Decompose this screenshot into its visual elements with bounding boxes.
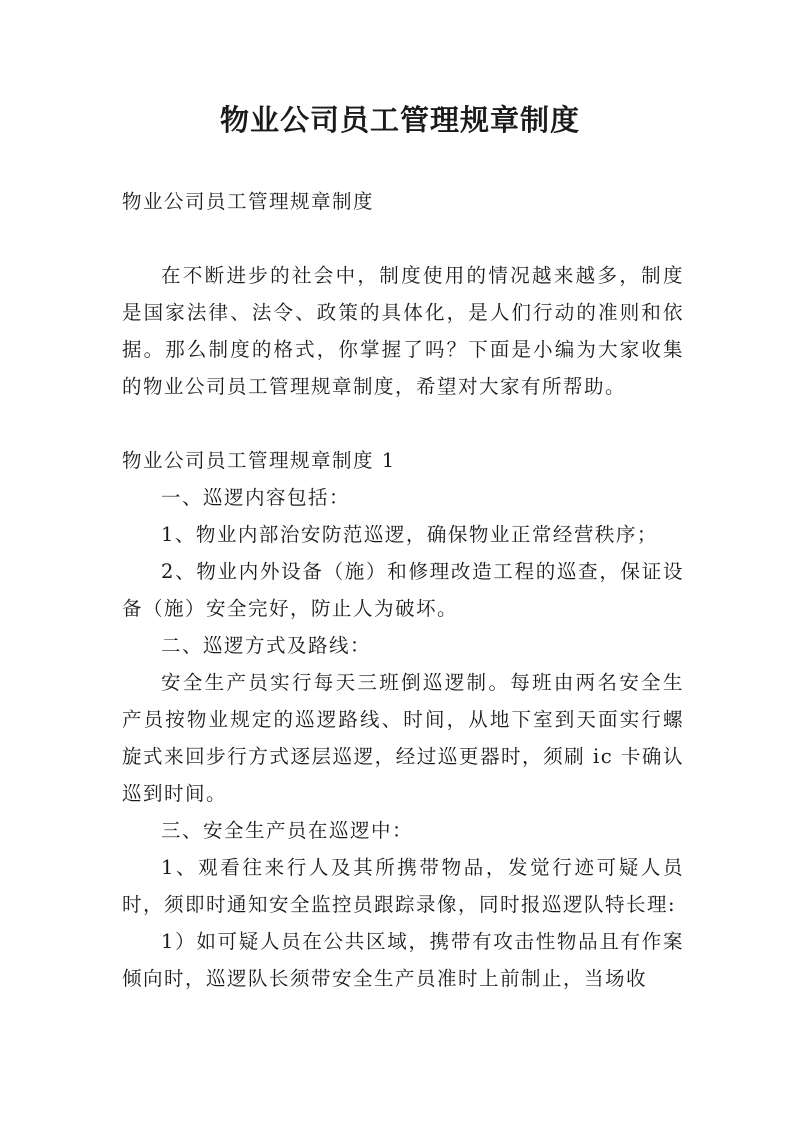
- body-paragraph: 1、观看往来行人及其所携带物品，发觉行迹可疑人员时，须即时通知安全监控员跟踪录像，同时报巡逻队特长理:: [122, 856, 684, 916]
- body-paragraph: 二、巡逻方式及路线：: [161, 634, 372, 657]
- document-title: 物业公司员工管理规章制度: [219, 103, 580, 137]
- body-paragraph: 三、安全生产员在巡逻中：: [161, 819, 414, 842]
- body-paragraph: 1）如可疑人员在公共区域，携带有攻击性物品且有作案倾向时，巡逻队长须带安全生产员准时上前制止，当场收: [122, 930, 684, 990]
- body-paragraph: 2、物业内外设备（施）和修理改造工程的巡查，保证设备（施）安全完好，防止人为破坏。: [122, 560, 684, 620]
- document-subtitle: 物业公司员工管理规章制度: [122, 190, 375, 213]
- body-paragraph: 1、物业内部治安防范巡逻，确保物业正常经营秩序；: [161, 523, 658, 546]
- intro-paragraph: 在不断进步的社会中，制度使用的情况越来越多，制度是国家法律、法令、政策的具体化，是人们行动的准则和依据。那么制度的格式，你掌握了吗？下面是小编为大家收集的物业公司员工管理规章制度，希望对大家有所帮助。: [122, 264, 684, 398]
- body-paragraph: 一、巡逻内容包括：: [161, 486, 351, 509]
- section-title: 物业公司员工管理规章制度 1: [122, 449, 396, 472]
- body-paragraph: 安全生产员实行每天三班倒巡逻制。每班由两名安全生产员按物业规定的巡逻路线、时间，从地下室到天面实行螺旋式来回步行方式逐层巡逻，经过巡更器时，须刷 ic 卡确认巡到时间。: [122, 671, 684, 805]
- document-body: [122, 183, 684, 997]
